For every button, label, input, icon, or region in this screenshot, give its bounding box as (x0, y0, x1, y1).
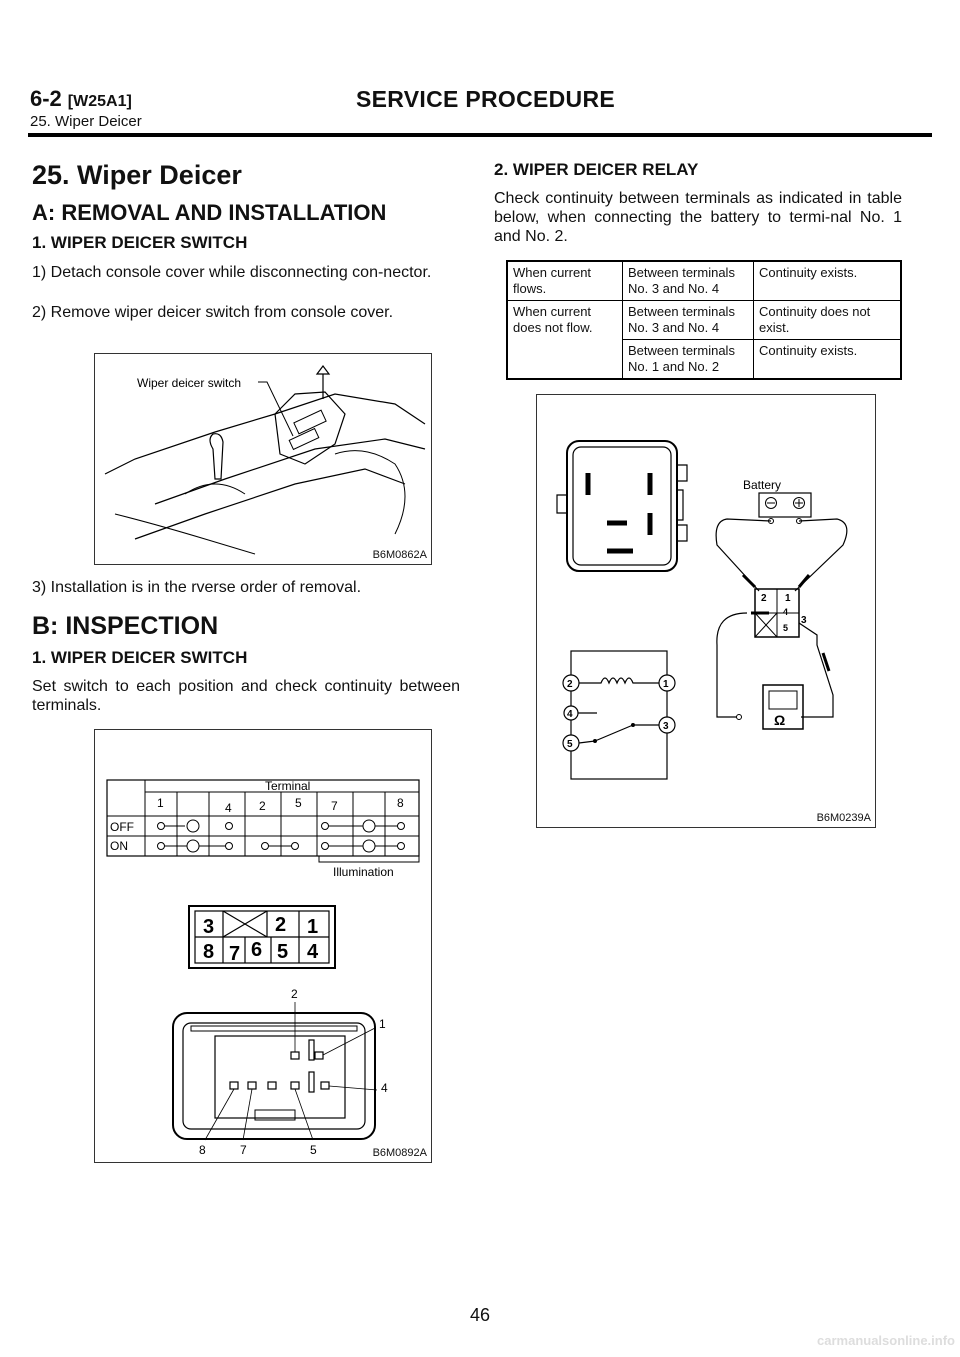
table-cell: Between terminals No. 1 and No. 2 (623, 340, 754, 380)
conn-2: 2 (275, 914, 287, 936)
heading-removal: A: REMOVAL AND INSTALLATION (32, 200, 387, 225)
footer-watermark: carmanualsonline.info (817, 1333, 955, 1348)
pin-7: 7 (240, 1143, 247, 1157)
table-cell: When current does not flow. (507, 301, 623, 380)
pin-1: 1 (379, 1017, 386, 1031)
circuit-pin-5: 5 (567, 739, 573, 750)
header-subtitle: 25. Wiper Deicer (30, 113, 142, 130)
row-off: OFF (110, 820, 134, 834)
fig2-code: B6M0892A (372, 1147, 427, 1159)
terminal-4: 4 (225, 801, 232, 815)
circuit-pin-3: 3 (663, 721, 669, 732)
relay-text: Check continuity between terminals as indicated in table below, when connecting the battery to termi-nal No. 1 and No. 2. (494, 190, 902, 245)
battery-label: Battery (743, 478, 782, 492)
heading-b1: 1. WIPER DEICER SWITCH (32, 648, 248, 667)
circuit-pin-1: 1 (663, 679, 669, 690)
terminal-2: 2 (259, 799, 266, 813)
heading-a1: 1. WIPER DEICER SWITCH (32, 233, 248, 252)
relay-table (506, 260, 902, 380)
fig1-callout-text: Wiper deicer switch (137, 376, 242, 390)
relay-pin-1: 1 (785, 593, 791, 604)
figure-relay-test (536, 394, 876, 828)
figure-switch-location (94, 353, 432, 565)
conn-5: 5 (277, 941, 289, 963)
relay-test-drawing (537, 395, 875, 827)
table-cell: Between terminals No. 3 and No. 4 (623, 261, 754, 301)
step-2: 2) Remove wiper deicer switch from console cover. (32, 304, 394, 321)
terminal-8: 8 (397, 796, 404, 810)
table-cell: Continuity exists. (754, 261, 902, 301)
relay-pin-5: 5 (783, 623, 789, 633)
figure-switch-inspection (94, 729, 432, 1163)
pin-4: 4 (381, 1081, 388, 1095)
pin-2: 2 (291, 987, 298, 1001)
conn-4: 4 (307, 941, 319, 963)
pin-5: 5 (310, 1143, 317, 1157)
section-bracket: [W25A1] (67, 93, 132, 110)
section-code: 6-2 [W25A1] (30, 86, 132, 111)
illumination-label: Illumination (333, 865, 394, 879)
table-row (507, 301, 901, 340)
table-cell: When current flows. (507, 261, 623, 301)
ohm-symbol: Ω (774, 712, 786, 728)
terminal-header: Terminal (265, 779, 311, 793)
relay-pin-4: 4 (783, 607, 789, 617)
pin-8: 8 (199, 1143, 206, 1157)
page-number: 46 (469, 1305, 491, 1325)
switch-inspection-drawing (95, 730, 431, 1162)
table-cell: Continuity does not exist. (754, 301, 902, 340)
terminal-5: 5 (295, 796, 302, 810)
circuit-pin-2: 2 (567, 679, 573, 690)
heading-inspection: B: INSPECTION (32, 612, 219, 640)
heading-b2: 2. WIPER DEICER RELAY (494, 160, 699, 179)
circuit-pin-4: 4 (567, 709, 573, 720)
table-cell: Continuity exists. (754, 340, 902, 380)
relay-pin-3: 3 (801, 615, 807, 626)
fig3-code: B6M0239A (816, 812, 871, 824)
header-rule (28, 133, 932, 137)
conn-8: 8 (203, 941, 215, 963)
section-title: 25. Wiper Deicer (32, 160, 242, 190)
inspection-text: Set switch to each position and check continuity between terminals. (32, 678, 460, 714)
conn-7: 7 (229, 943, 241, 965)
conn-6: 6 (251, 939, 263, 961)
header-title: SERVICE PROCEDURE (356, 86, 616, 112)
fig1-code: B6M0862A (372, 549, 427, 561)
switch-location-drawing (95, 354, 431, 564)
table-row (507, 261, 901, 301)
relay-pin-2: 2 (761, 593, 767, 604)
conn-1: 1 (307, 916, 319, 938)
step-3: 3) Installation is in the rverse order of removal. (32, 579, 362, 596)
row-on: ON (110, 839, 128, 853)
table-cell: Between terminals No. 3 and No. 4 (623, 301, 754, 340)
step-1: 1) Detach console cover while disconnecting con-nector. (32, 264, 432, 281)
terminal-7: 7 (331, 799, 338, 813)
conn-3: 3 (203, 916, 215, 938)
terminal-1: 1 (157, 796, 164, 810)
